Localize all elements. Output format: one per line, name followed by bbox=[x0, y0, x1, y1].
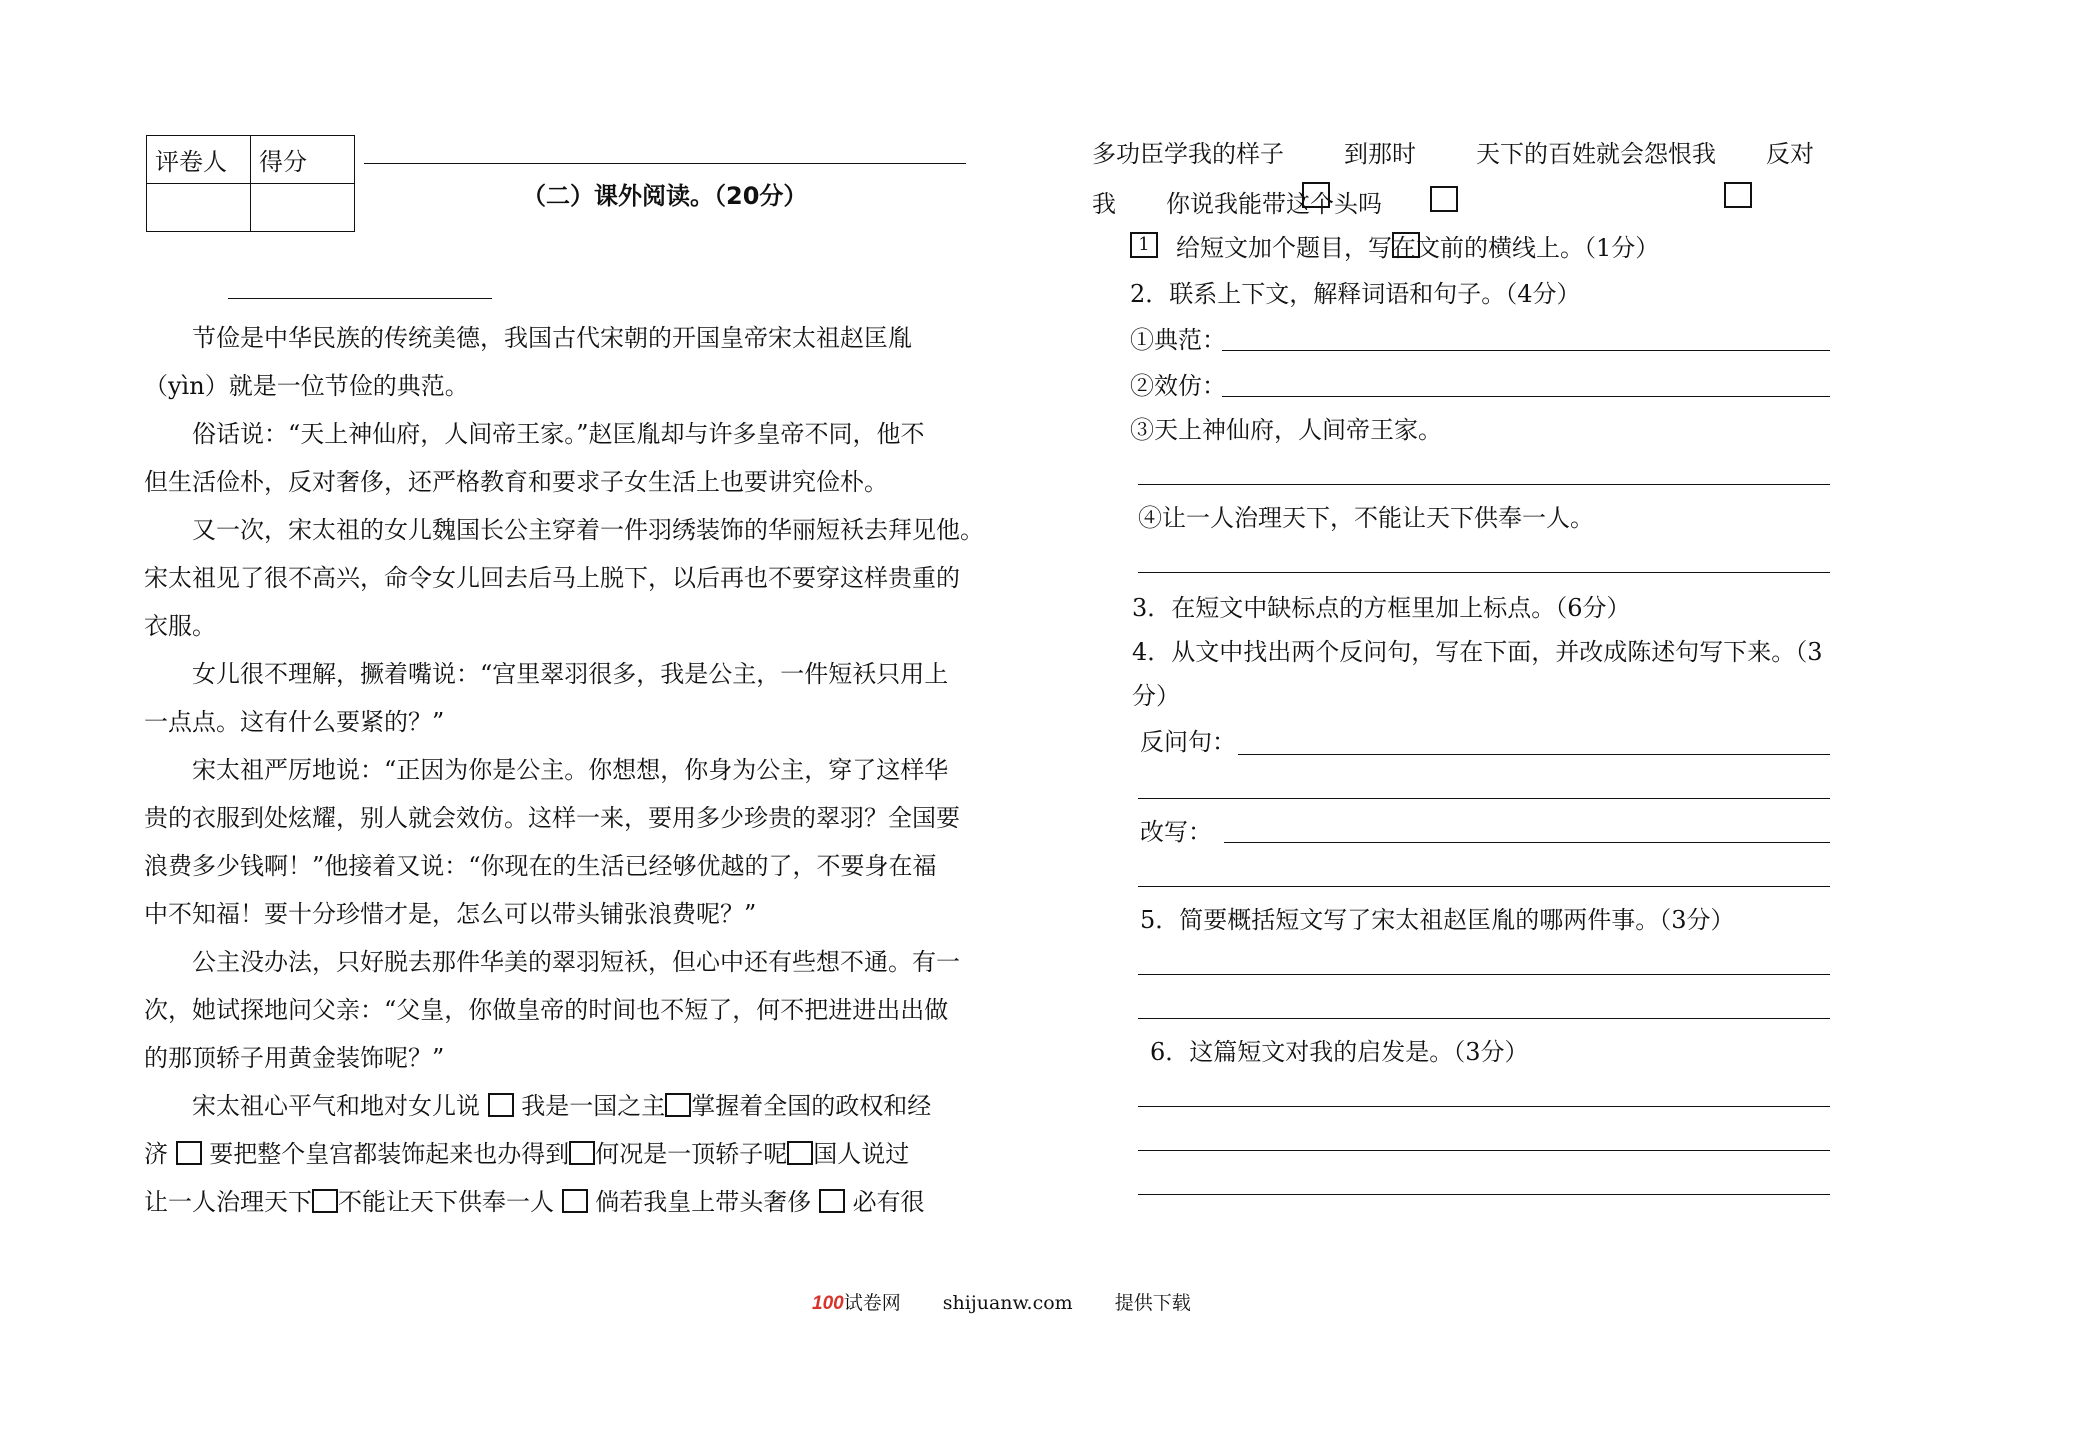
passage-line: 宋太祖见了很不高兴，命令女儿回去后马上脱下，以后再也不要穿这样贵重的 bbox=[144, 564, 960, 592]
question-2-3: ③天上神仙府，人间帝王家。 bbox=[1130, 416, 1442, 444]
passage-line-boxes bbox=[144, 1186, 925, 1218]
passage-segment: 不能让天下供奉一人 bbox=[338, 1188, 554, 1216]
passage-line: （yìn）就是一位节俭的典范。 bbox=[144, 372, 469, 400]
answer-line[interactable] bbox=[1138, 572, 1830, 573]
passage-segment: 掌握着全国的政权和经 bbox=[691, 1092, 932, 1120]
answer-line[interactable] bbox=[1138, 1018, 1830, 1019]
passage-segment: 要把整个皇宫都装饰起来也办得到 bbox=[209, 1140, 570, 1168]
question-2-2: ②效仿： bbox=[1130, 372, 1226, 400]
answer-line[interactable] bbox=[1138, 1194, 1830, 1195]
passage-line: 反对 bbox=[1766, 140, 1814, 168]
passage-segment: 何况是一顶轿子呢 bbox=[595, 1140, 788, 1168]
footer bbox=[812, 1288, 1191, 1315]
answer-line[interactable] bbox=[1138, 974, 1830, 975]
passage-line: 中不知福！要十分珍惜才是，怎么可以带头铺张浪费呢？” bbox=[144, 900, 757, 928]
punctuation-box[interactable] bbox=[312, 1189, 338, 1213]
passage-line: 你说我能带这个头吗 bbox=[1166, 190, 1382, 218]
answer-line[interactable] bbox=[1138, 798, 1830, 799]
passage-line: 又一次，宋太祖的女儿魏国长公主穿着一件羽绣装饰的华丽短袄去拜见他。 bbox=[192, 516, 984, 544]
passage-segment: 国人说过 bbox=[813, 1140, 910, 1168]
score-cell[interactable] bbox=[251, 184, 355, 232]
punctuation-box[interactable] bbox=[488, 1093, 514, 1117]
title-blank-line[interactable] bbox=[228, 298, 492, 299]
passage-line: 浪费多少钱啊！”他接着又说：“你现在的生活已经够优越的了，不要身在福 bbox=[144, 852, 937, 880]
answer-line[interactable] bbox=[1138, 484, 1830, 485]
answer-line[interactable] bbox=[1222, 396, 1830, 397]
passage-line: 贵的衣服到处炫耀，别人就会效仿。这样一来，要用多少珍贵的翠羽？全国要 bbox=[144, 804, 960, 832]
passage-line: 但生活俭朴，反对奢侈，还严格教育和要求子女生活上也要讲究俭朴。 bbox=[144, 468, 888, 496]
passage-line: 俗话说：“天上神仙府，人间帝王家。”赵匡胤却与许多皇帝不同，他不 bbox=[192, 420, 925, 448]
question-4-label-rewrite: 改写： bbox=[1140, 818, 1212, 846]
passage-line: 一点点。这有什么要紧的？” bbox=[144, 708, 445, 736]
passage-line: 女儿很不理解，撅着嘴说：“宫里翠羽很多，我是公主，一件短袄只用上 bbox=[192, 660, 949, 688]
question-2-1: ①典范： bbox=[1130, 326, 1226, 354]
score-table bbox=[146, 135, 355, 232]
punctuation-box[interactable] bbox=[665, 1093, 691, 1117]
header-rule bbox=[364, 163, 966, 164]
question-6: 6．这篇短文对我的启发是。（3分） bbox=[1150, 1038, 1529, 1066]
passage-segment: 我是一国之主 bbox=[521, 1092, 666, 1120]
passage-line: 次，她试探地问父亲：“父皇，你做皇帝的时间也不短了，何不把进进出出做 bbox=[144, 996, 949, 1024]
passage-line-boxes bbox=[192, 1090, 931, 1122]
passage-line: 宋太祖严厉地说：“正因为你是公主。你想想，你身为公主，穿了这样华 bbox=[192, 756, 949, 784]
punctuation-box[interactable] bbox=[569, 1141, 595, 1165]
punctuation-box[interactable] bbox=[787, 1141, 813, 1165]
passage-line: 我 bbox=[1092, 190, 1116, 218]
question-4-continued: 分） bbox=[1132, 682, 1180, 710]
answer-line[interactable] bbox=[1138, 1106, 1830, 1107]
passage-line: 的那顶轿子用黄金装饰呢？” bbox=[144, 1044, 445, 1072]
reviewer-label: 评卷人 bbox=[147, 136, 251, 184]
passage-line: 到那时 bbox=[1344, 140, 1416, 168]
answer-line[interactable] bbox=[1224, 842, 1830, 843]
passage-line: 衣服。 bbox=[144, 612, 216, 640]
question-2-4: ④让一人治理天下，不能让天下供奉一人。 bbox=[1138, 504, 1594, 532]
footer-logo-number: 100 bbox=[812, 1293, 844, 1314]
passage-line: 公主没办法，只好脱去那件华美的翠羽短袄，但心中还有些想不通。有一 bbox=[192, 948, 960, 976]
passage-segment: 必有很 bbox=[852, 1188, 925, 1216]
question-5: 5．简要概括短文写了宋太祖赵匡胤的哪两件事。（3分） bbox=[1140, 906, 1735, 934]
answer-line[interactable] bbox=[1138, 886, 1830, 887]
question-1: 给短文加个题目，写在文前的横线上。（1分） bbox=[1176, 234, 1660, 262]
punctuation-box[interactable] bbox=[1724, 182, 1752, 208]
answer-line[interactable] bbox=[1222, 350, 1830, 351]
section-title: （二）课外阅读。（20分） bbox=[522, 182, 808, 210]
question-1-number: 1 bbox=[1130, 232, 1158, 258]
question-3: 3．在短文中缺标点的方框里加上标点。（6分） bbox=[1132, 594, 1631, 622]
footer-site[interactable]: shijuanw.com bbox=[942, 1292, 1073, 1314]
passage-segment: 济 bbox=[144, 1140, 168, 1168]
answer-line[interactable] bbox=[1238, 754, 1830, 755]
punctuation-box[interactable] bbox=[562, 1189, 588, 1213]
passage-line: 天下的百姓就会怨恨我 bbox=[1476, 140, 1716, 168]
footer-logo-text: 试卷网 bbox=[843, 1292, 901, 1314]
passage-line-boxes bbox=[144, 1138, 909, 1170]
passage-segment: 宋太祖心平气和地对女儿说 bbox=[192, 1092, 480, 1120]
question-2: 2．联系上下文，解释词语和句子。（4分） bbox=[1130, 280, 1581, 308]
punctuation-box[interactable] bbox=[1302, 182, 1330, 208]
answer-line[interactable] bbox=[1138, 1150, 1830, 1151]
score-label: 得分 bbox=[251, 136, 355, 184]
passage-segment: 倘若我皇上带头奢侈 bbox=[595, 1188, 812, 1216]
punctuation-box[interactable] bbox=[176, 1141, 202, 1165]
passage-line: 多功臣学我的样子 bbox=[1092, 140, 1284, 168]
passage-segment: 让一人治理天下 bbox=[144, 1188, 312, 1216]
punctuation-box[interactable] bbox=[819, 1189, 845, 1213]
punctuation-box[interactable] bbox=[1430, 186, 1458, 212]
question-4-label-rhetorical: 反问句： bbox=[1140, 728, 1236, 756]
footer-note: 提供下载 bbox=[1114, 1292, 1191, 1314]
question-4: 4．从文中找出两个反问句，写在下面，并改成陈述句写下来。（3 bbox=[1132, 638, 1823, 666]
passage-line: 节俭是中华民族的传统美德，我国古代宋朝的开国皇帝宋太祖赵匡胤 bbox=[192, 324, 912, 352]
reviewer-cell[interactable] bbox=[147, 184, 251, 232]
